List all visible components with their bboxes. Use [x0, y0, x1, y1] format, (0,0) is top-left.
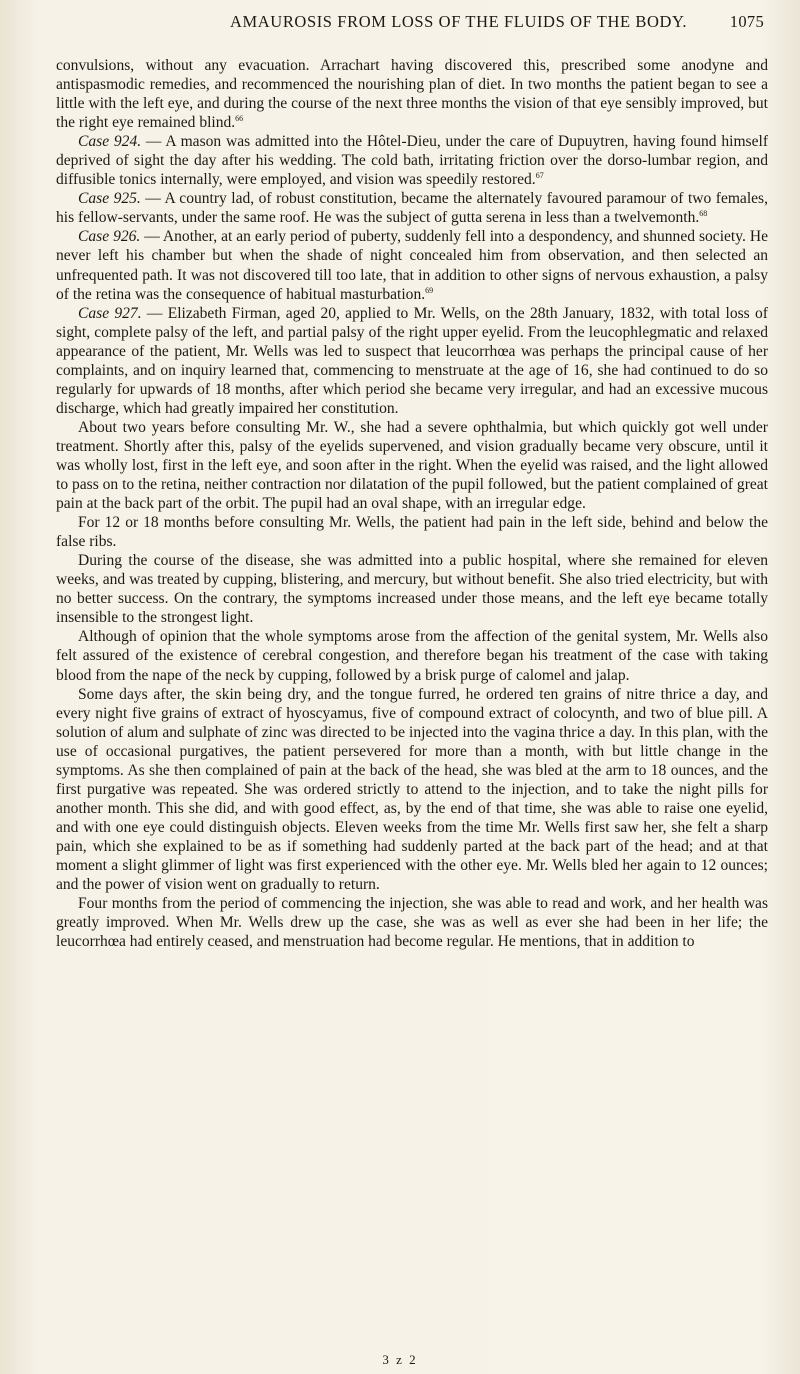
- case-number: Case 927.: [78, 304, 142, 322]
- body-text: [56, 56, 768, 951]
- paragraph: During the course of the disease, she was admitted into a public hospital, where she remained for eleven weeks, and was treated by cupping, blistering, and mercury, but without benefit. She also tried electricity, but with no better success. On the contrary, the symptoms increased under those means, and the left eye became totally insensible to the strongest light.: [56, 552, 768, 627]
- case-number: Case 926.: [78, 228, 141, 246]
- paragraph-case-924: Case 924. — A mason was admitted into the Hôtel-Dieu, under the care of Dupuytren, having found himself deprived of sight the day after his wedding. The cold bath, irritating friction over the dorso-lumbar region, and diffusible tonics internally, were employed, and vision was speedily restored.$^{67}$: [56, 133, 768, 189]
- paragraph-case-927: Case 927. — Elizabeth Firman, aged 20, applied to Mr. Wells, on the 28th January, 1832, with total loss of sight, complete palsy of the left, and partial palsy of the right upper eyelid. From the leucophlegmatic and relaxed appearance of the patient, Mr. Wells was led to suspect that leucorrhœa was perhaps the principal cause of her complaints, and on inquiry learned that, commencing to menstruate at the age of 16, she had continued to do so regularly for upwards of 18 months, after which period she became very irregular, and had an excessive mucous discharge, which had greatly impaired her constitution.: [56, 304, 768, 417]
- footnote-marker: 69: [425, 285, 434, 295]
- paragraph: For 12 or 18 months before consulting Mr. Wells, the patient had pain in the left side, behind and below the false ribs.: [56, 514, 768, 551]
- paragraph-case-926: Case 926. — Another, at an early period of puberty, suddenly fell into a despondency, and shunned society. He never left his chamber but when the shade of night concealed him from observation, and then selected an unfrequented path. It was not discovered till too late, that in addition to other signs of nervous exhaustion, a palsy of the retina was the consequence of habitual masturbation.$^{69}$: [56, 228, 768, 303]
- case-number: Case 924.: [78, 133, 142, 151]
- footnote-marker: 68: [699, 209, 708, 219]
- signature-mark: 3 z 2: [382, 1352, 418, 1367]
- case-number: Case 925.: [78, 190, 141, 208]
- footnote-marker: 66: [235, 113, 244, 123]
- paragraph-case-925: Case 925. — A country lad, of robust constitution, became the alternately favoured paramour of two females, his fellow-servants, under the same roof. He was the subject of gutta serena in less than a twelvemonth.$^{68}$: [56, 190, 768, 227]
- paragraph: About two years before consulting Mr. W., she had a severe ophthalmia, but which quickly got well under treatment. Shortly after this, palsy of the eyelids supervened, and vision gradually became very obscure, until it was wholly lost, first in the left eye, and soon after in the right. When the eyelid was raised, and the light allowed to pass on to the retina, neither contraction nor dilatation of the pupil followed, but the patient complained of great pain at the back part of the orbit. The pupil had an oval shape, with an irregular edge.: [56, 418, 768, 513]
- page-number: 1075: [729, 12, 764, 31]
- paragraph: Four months from the period of commencing the injection, she was able to read and work, and her health was greatly improved. When Mr. Wells drew up the case, she was as well as ever she had been in her life; the leucorrhœa had entirely ceased, and menstruation had become regular. He mentions, that in addition to: [56, 895, 768, 951]
- running-head: [230, 12, 770, 36]
- paragraph-continuation: convulsions, without any evacuation. Arrachart having discovered this, prescribed some anodyne and antispasmodic remedies, and recommenced the nourishing plan of diet. In two months the patient began to see a little with the left eye, and during the course of the next three months the vision of that eye sensibly improved, but the right eye remained blind.$^{66}$: [56, 57, 768, 132]
- footnote-marker: 67: [535, 171, 544, 181]
- paragraph: Although of opinion that the whole symptoms arose from the affection of the genital system, Mr. Wells also felt assured of the existence of cerebral congestion, and therefore began his treatment of the case with taking blood from the nape of the neck by cupping, followed by a brisk purge of calomel and jalap.: [56, 628, 768, 684]
- running-head-title: AMAUROSIS FROM LOSS OF THE FLUIDS OF THE BODY.: [230, 12, 688, 31]
- paragraph: Some days after, the skin being dry, and the tongue furred, he ordered ten grains of nitre thrice a day, and every night five grains of extract of hyoscyamus, five of compound extract of colocynth, and two of blue pill. A solution of alum and sulphate of zinc was directed to be injected into the vagina thrice a day. In this plan, with the use of occasional purgatives, the patient persevered for more than a month, with but little change in the symptoms. As she then complained of pain at the back of the head, she was bled at the arm to 18 ounces, and the first purgative was repeated. She was ordered strictly to attend to the injection, and to take the night pills for another month. This she did, and with good effect, as, by the end of that time, she was able to raise one eyelid, and with one eye could distinguish objects. Eleven weeks from the time Mr. Wells first saw her, she felt a sharp pain, which she explained to be as if something had suddenly parted at the back part of the head; and at that moment a slight glimmer of light was first experienced with the other eye. Mr. Wells bled her again to 12 ounces; and the power of vision went on gradually to return.: [56, 685, 768, 894]
